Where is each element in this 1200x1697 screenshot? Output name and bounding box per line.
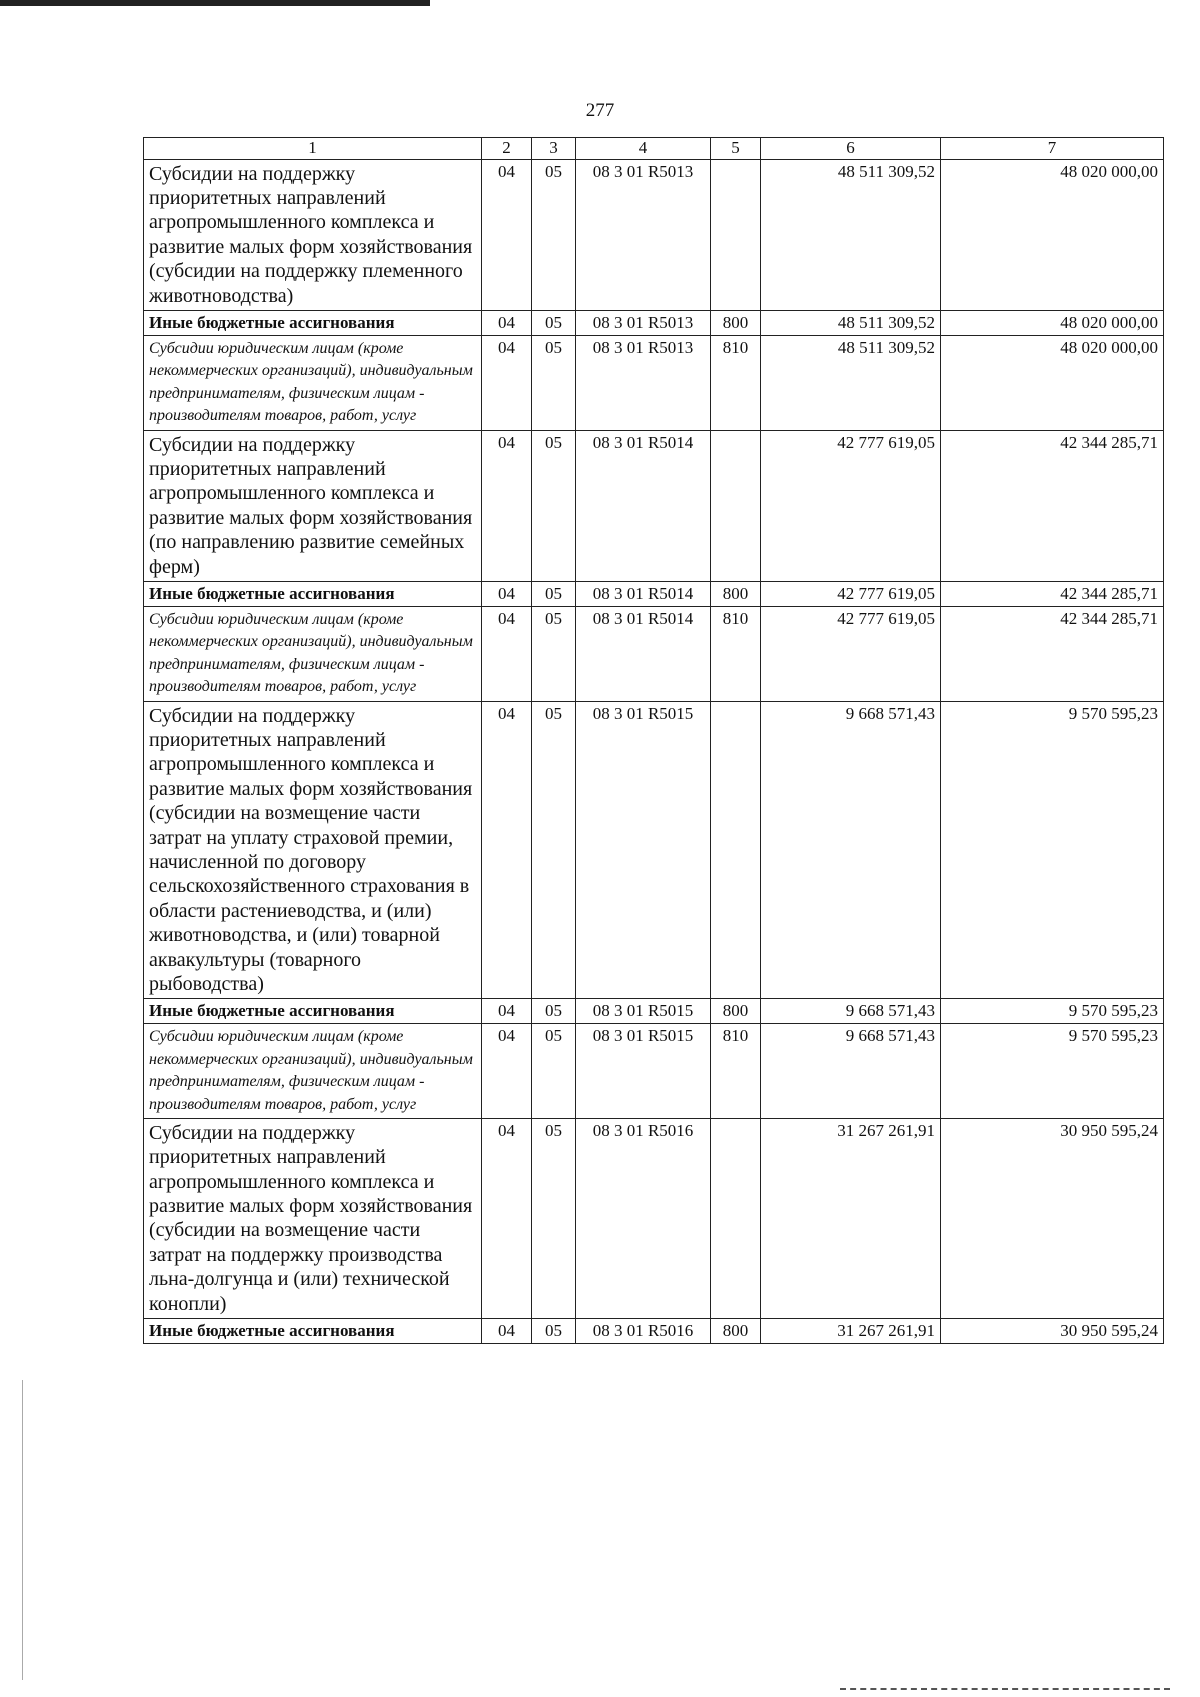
- row-section: 04: [482, 999, 532, 1024]
- row-section: 04: [482, 701, 532, 999]
- row-name: Субсидии на поддержку приоритетных направлений агропромышленного комплекса и развитие малых форм хозяйствования (субсидии на возмещение части затрат на уплату страховой премии, начисленной по договору сельскохозяйственного страхования в области растениеводства, и (или) животноводства, и (или) товарной аквакультуры (товарного рыбоводства): [144, 701, 482, 999]
- row-section: 04: [482, 1118, 532, 1318]
- row-target-code: 08 3 01 R5013: [576, 159, 711, 310]
- col-header-1: 1: [144, 138, 482, 160]
- row-amount-1: 48 511 309,52: [761, 159, 941, 310]
- row-subsection: 05: [532, 336, 576, 431]
- col-header-4: 4: [576, 138, 711, 160]
- row-target-code: 08 3 01 R5013: [576, 311, 711, 336]
- row-section: 04: [482, 607, 532, 702]
- row-name: Субсидии юридическим лицам (кроме некоммерческих организаций), индивидуальным предпринимателям, физическим лицам - производителям товаров, работ, услуг: [144, 607, 482, 702]
- row-amount-2: 9 570 595,23: [941, 701, 1164, 999]
- row-name: Иные бюджетные ассигнования: [144, 311, 482, 336]
- row-amount-1: 31 267 261,91: [761, 1319, 941, 1344]
- row-target-code: 08 3 01 R5015: [576, 999, 711, 1024]
- row-amount-2: 30 950 595,24: [941, 1319, 1164, 1344]
- row-expense-type: 800: [711, 1319, 761, 1344]
- row-amount-2: 42 344 285,71: [941, 607, 1164, 702]
- row-section: 04: [482, 581, 532, 606]
- table-row: [144, 311, 1164, 336]
- row-amount-2: 9 570 595,23: [941, 1024, 1164, 1119]
- page-number: 277: [585, 100, 615, 121]
- row-amount-1: 48 511 309,52: [761, 311, 941, 336]
- row-amount-1: 31 267 261,91: [761, 1118, 941, 1318]
- row-amount-2: 48 020 000,00: [941, 311, 1164, 336]
- table-row: [144, 999, 1164, 1024]
- row-name: Субсидии на поддержку приоритетных направлений агропромышленного комплекса и развитие малых форм хозяйствования (субсидии на поддержку племенного животноводства): [144, 159, 482, 310]
- table-row: [144, 1118, 1164, 1318]
- table-row: [144, 581, 1164, 606]
- row-section: 04: [482, 1024, 532, 1119]
- row-amount-2: 42 344 285,71: [941, 430, 1164, 581]
- row-expense-type: 800: [711, 311, 761, 336]
- table-row: [144, 1319, 1164, 1344]
- row-name: Субсидии юридическим лицам (кроме некоммерческих организаций), индивидуальным предпринимателям, физическим лицам - производителям товаров, работ, услуг: [144, 336, 482, 431]
- row-expense-type: [711, 1118, 761, 1318]
- row-amount-1: 48 511 309,52: [761, 336, 941, 431]
- row-subsection: 05: [532, 159, 576, 310]
- row-amount-2: 30 950 595,24: [941, 1118, 1164, 1318]
- col-header-2: 2: [482, 138, 532, 160]
- row-amount-1: 42 777 619,05: [761, 607, 941, 702]
- row-subsection: 05: [532, 1118, 576, 1318]
- table-row: [144, 159, 1164, 310]
- row-subsection: 05: [532, 581, 576, 606]
- row-amount-2: 42 344 285,71: [941, 581, 1164, 606]
- header-row: [144, 138, 1164, 160]
- col-header-5: 5: [711, 138, 761, 160]
- row-section: 04: [482, 430, 532, 581]
- row-amount-1: 9 668 571,43: [761, 1024, 941, 1119]
- row-amount-1: 42 777 619,05: [761, 581, 941, 606]
- row-subsection: 05: [532, 701, 576, 999]
- row-target-code: 08 3 01 R5013: [576, 336, 711, 431]
- bottom-dashed-rule: [840, 1688, 1170, 1690]
- row-subsection: 05: [532, 311, 576, 336]
- row-subsection: 05: [532, 607, 576, 702]
- table-row: [144, 430, 1164, 581]
- row-subsection: 05: [532, 1319, 576, 1344]
- top-rule: [0, 0, 430, 6]
- row-name: Субсидии на поддержку приоритетных направлений агропромышленного комплекса и развитие малых форм хозяйствования (субсидии на возмещение части затрат на поддержку производства льна-долгунца и (или) технической конопли): [144, 1118, 482, 1318]
- table-row: [144, 336, 1164, 431]
- table-row: [144, 607, 1164, 702]
- row-amount-1: 9 668 571,43: [761, 999, 941, 1024]
- row-name: Иные бюджетные ассигнования: [144, 1319, 482, 1344]
- row-amount-2: 9 570 595,23: [941, 999, 1164, 1024]
- row-subsection: 05: [532, 430, 576, 581]
- row-name: Субсидии на поддержку приоритетных направлений агропромышленного комплекса и развитие малых форм хозяйствования (по направлению развитие семейных ферм): [144, 430, 482, 581]
- col-header-7: 7: [941, 138, 1164, 160]
- row-section: 04: [482, 336, 532, 431]
- row-target-code: 08 3 01 R5014: [576, 430, 711, 581]
- row-amount-1: 9 668 571,43: [761, 701, 941, 999]
- row-expense-type: 810: [711, 336, 761, 431]
- row-name: Иные бюджетные ассигнования: [144, 581, 482, 606]
- row-amount-1: 42 777 619,05: [761, 430, 941, 581]
- row-target-code: 08 3 01 R5016: [576, 1319, 711, 1344]
- row-subsection: 05: [532, 999, 576, 1024]
- row-target-code: 08 3 01 R5014: [576, 581, 711, 606]
- table-row: [144, 1024, 1164, 1119]
- row-expense-type: [711, 159, 761, 310]
- col-header-6: 6: [761, 138, 941, 160]
- row-amount-2: 48 020 000,00: [941, 336, 1164, 431]
- row-target-code: 08 3 01 R5014: [576, 607, 711, 702]
- row-target-code: 08 3 01 R5015: [576, 1024, 711, 1119]
- budget-table: [143, 137, 1164, 1344]
- col-header-3: 3: [532, 138, 576, 160]
- row-section: 04: [482, 159, 532, 310]
- row-expense-type: [711, 701, 761, 999]
- row-name: Субсидии юридическим лицам (кроме некоммерческих организаций), индивидуальным предпринимателям, физическим лицам - производителям товаров, работ, услуг: [144, 1024, 482, 1119]
- row-section: 04: [482, 311, 532, 336]
- row-section: 04: [482, 1319, 532, 1344]
- table-row: [144, 701, 1164, 999]
- row-expense-type: 810: [711, 1024, 761, 1119]
- row-expense-type: 800: [711, 999, 761, 1024]
- row-target-code: 08 3 01 R5016: [576, 1118, 711, 1318]
- margin-line: [22, 1380, 23, 1680]
- row-expense-type: [711, 430, 761, 581]
- row-expense-type: 810: [711, 607, 761, 702]
- row-target-code: 08 3 01 R5015: [576, 701, 711, 999]
- row-name: Иные бюджетные ассигнования: [144, 999, 482, 1024]
- row-amount-2: 48 020 000,00: [941, 159, 1164, 310]
- row-expense-type: 800: [711, 581, 761, 606]
- row-subsection: 05: [532, 1024, 576, 1119]
